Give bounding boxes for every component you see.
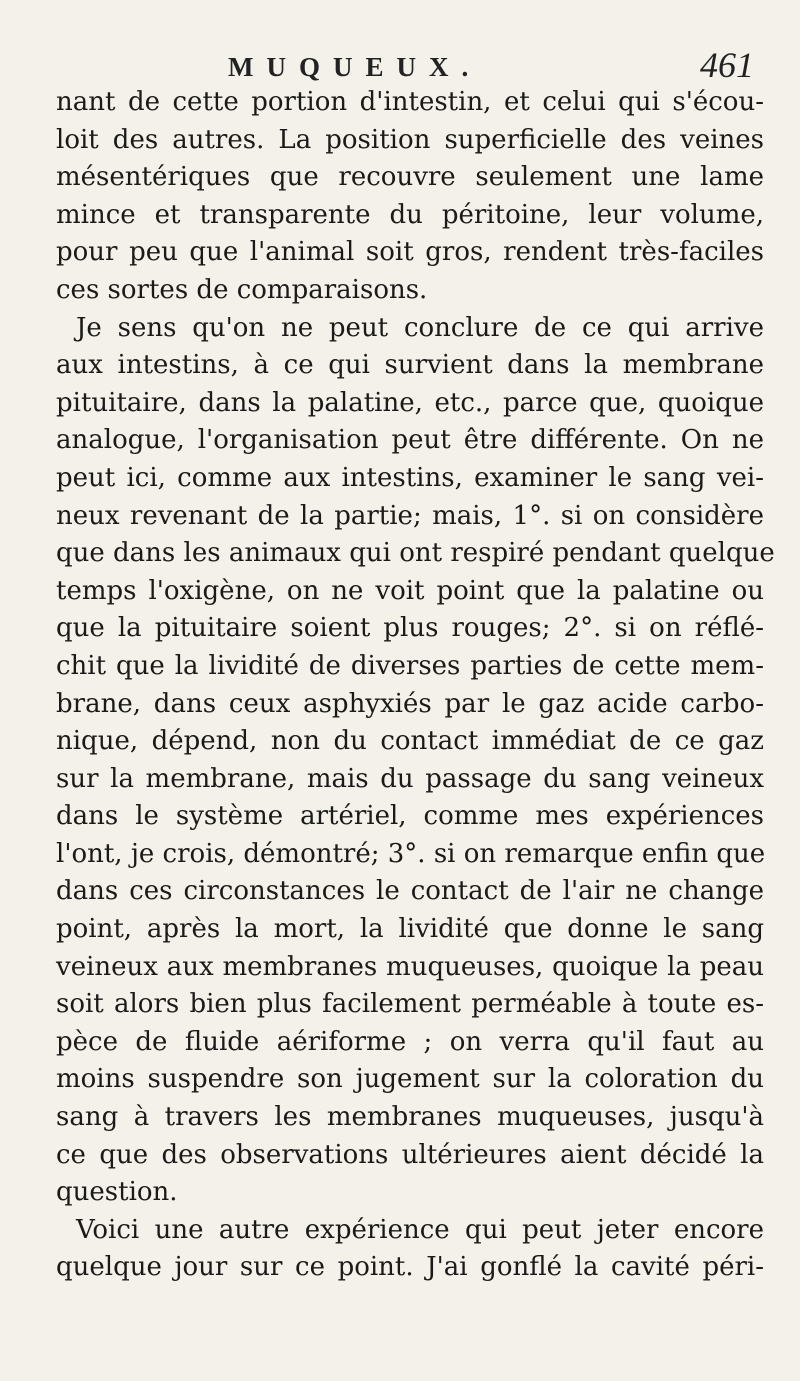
text-line: mésentériques que recouvre seulement une lame [56,162,764,193]
running-title: MUQUEUX. [228,52,482,82]
text-line: brane, dans ceux asphyxiés par le gaz acide carbo- [56,688,764,719]
page-number: 461 [700,45,754,85]
text-line: sur la membrane, mais du passage du sang veineux [56,763,764,794]
text-line: analogue, l'organisation peut être différente. On ne [56,425,764,456]
text-line: veineux aux membranes muqueuses, quoique la peau [56,951,764,982]
text-line: l'ont, je crois, démontré; 3°. si on remarque enfin que [56,838,766,869]
text-line: que la pituitaire soient plus rouges; 2°. si on réflé- [56,613,764,644]
text-line: sang à travers les membranes muqueuses, jusqu'à [56,1102,764,1133]
text-line: pour peu que l'animal soit gros, rendent très-faciles [56,237,764,268]
text-line: que dans les animaux qui ont respiré pendant quelque [56,538,775,569]
text-line: aux intestins, à ce qui survient dans la membrane [56,350,764,381]
text-line: nique, dépend, non du contact immédiat de ce gaz [56,726,764,757]
text-line: pèce de fluide aériforme ; on verra qu'il faut au [56,1026,764,1057]
text-line: ce que des observations ultérieures aient décidé la [56,1139,764,1170]
text-line: Je sens qu'on ne peut conclure de ce qui arrive [76,312,764,343]
text-line: moins suspendre son jugement sur la coloration du [56,1064,764,1095]
text-line: temps l'oxigène, on ne voit point que la palatine ou [56,575,764,606]
text-line: point, après la mort, la lividité que donne le sang [56,914,764,945]
text-line: nant de cette portion d'intestin, et celui qui s'écou- [56,87,764,117]
text-line: quelque jour sur ce point. J'ai gonflé la cavité péri- [56,1252,764,1283]
text-line: question. [56,1177,178,1208]
text-line: Voici une autre expérience qui peut jeter encore [76,1214,764,1245]
text-line: dans le système artériel, comme mes expériences [56,801,764,832]
text-line: ces sortes de comparaisons. [56,274,428,305]
text-line: peut ici, comme aux intestins, examiner le sang vei- [56,462,764,493]
body-text [56,84,775,1287]
text-line: chit que la lividité de diverses parties de cette mem- [56,650,764,681]
text-line: soit alors bien plus facilement perméable à toute es- [56,989,764,1020]
text-line: loit des autres. La position superficielle des veines [56,124,764,155]
text-line: pituitaire, dans la palatine, etc., parce que, quoique [56,387,764,418]
text-line: neux revenant de la partie; mais, 1°. si on considère [56,500,764,531]
text-line: mince et transparente du péritoine, leur volume, [56,199,764,230]
text-line: dans ces circonstances le contact de l'air ne change [56,876,764,907]
